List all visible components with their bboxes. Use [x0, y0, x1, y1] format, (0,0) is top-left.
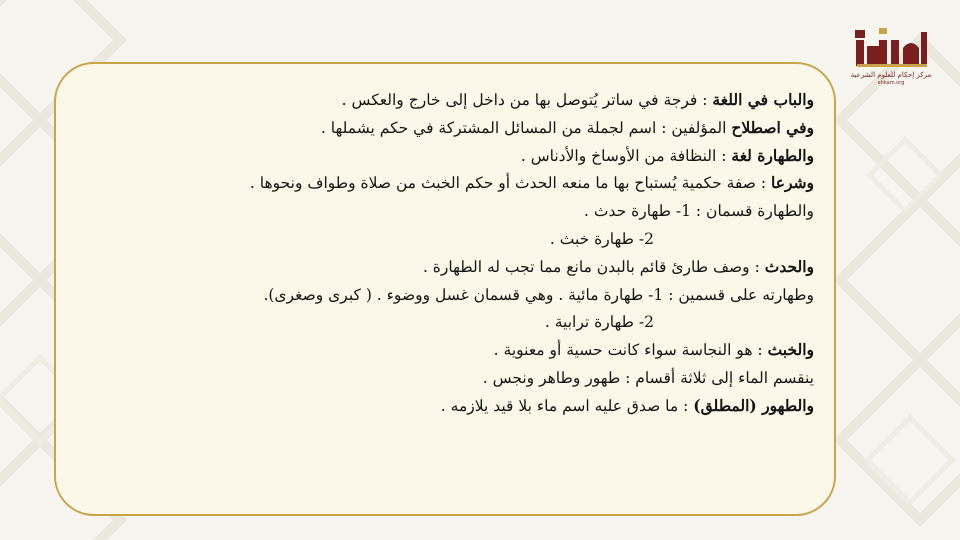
line-water-types	[54, 364, 814, 392]
logo-tagline: مركز إحكام للعلوم الشرعية	[850, 71, 932, 79]
line-bab-definition	[54, 86, 814, 114]
ehkam-logo	[844, 26, 938, 102]
term: وشرعا	[771, 173, 814, 193]
term: والخبث	[767, 340, 814, 360]
definition: : ما صدق عليه اسم ماء بلا قيد يلازمه .	[440, 396, 694, 415]
line-tahara-lugha	[54, 142, 814, 170]
term: والطهارة لغة	[731, 145, 814, 165]
definition: : وصف طارئ قائم بالبدن مانع مما تجب له الطهارة .	[422, 257, 765, 276]
text-block	[54, 86, 814, 420]
definition: المؤلفين : اسم لجملة من المسائل المشتركة في حكم يشملها .	[320, 118, 732, 137]
definition: وطهارته على قسمين : 1- طهارة مائية . وهي قسمان غسل ووضوء . ( كبرى وصغرى).	[263, 285, 814, 304]
line-tahara-type-2	[54, 225, 814, 253]
definition: : هو النجاسة سواء كانت حسية أو معنوية .	[493, 341, 768, 360]
line-khabath	[54, 336, 814, 364]
line-hadath-type-2	[54, 308, 814, 336]
definition: : النظافة من الأوساخ والأدناس .	[520, 146, 732, 165]
line-istilah	[54, 114, 814, 142]
term: وفي اصطلاح	[731, 117, 814, 137]
definition: 2- طهارة خبث .	[549, 229, 654, 248]
definition: : صفة حكمية يُستباح بها ما منعه الحدث أو حكم الخبث من صلاة وطواف ونحوها .	[249, 174, 771, 193]
term: والباب في اللغة	[712, 90, 814, 109]
line-tahara-shar	[54, 169, 814, 197]
line-tahur	[54, 392, 814, 420]
definition: ينقسم الماء إلى ثلاثة أقسام : طهور وطاهر ونجس .	[482, 368, 814, 387]
logo-mark-icon	[853, 26, 929, 70]
content-card	[54, 62, 836, 516]
definition: 2- طهارة ترابية .	[544, 313, 654, 332]
term: والطهور (المطلق)	[693, 395, 814, 415]
definition: والطهارة قسمان : 1- طهارة حدث .	[584, 202, 814, 221]
line-hadath	[54, 253, 814, 281]
definition: : فرجة في ساتر يُتوصل بها من داخل إلى خارج والعكس .	[341, 91, 713, 109]
line-tahara-types	[54, 197, 814, 225]
logo-url: ehkam.org	[877, 80, 905, 86]
line-hadath-types	[54, 281, 814, 309]
term: والحدث	[764, 256, 814, 276]
